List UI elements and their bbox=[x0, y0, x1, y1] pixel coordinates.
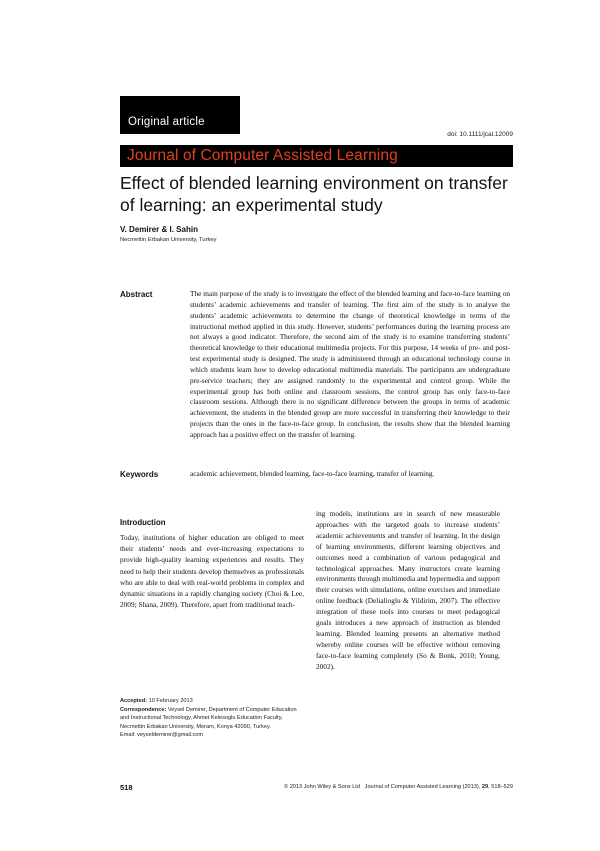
footer-citation bbox=[284, 784, 513, 790]
article-metadata bbox=[120, 697, 304, 740]
accepted-line bbox=[120, 697, 304, 706]
journal-banner bbox=[120, 145, 513, 167]
article-type-label: Original article bbox=[128, 116, 205, 128]
abstract-label: Abstract bbox=[120, 290, 153, 299]
accepted-date: 10 February 2013 bbox=[148, 698, 193, 704]
footer-volume: 29 bbox=[481, 784, 489, 790]
article-title: Effect of blended learning environment on transfer of learning: an experimental study bbox=[120, 173, 508, 215]
correspondence-label: Correspondence: bbox=[120, 706, 167, 713]
keywords-text: academic achievement, blended learning, face-to-face learning, transfer of learning. bbox=[190, 469, 435, 478]
doi-text: doi: 10.1111/jcal.12009 bbox=[447, 131, 513, 138]
introduction-right-column: ing models, institutions are in search of new measurable approaches with the targeted goals to increase students’ academic achievements and transfer of learning. In the design of learning environments, different learning objectives and outcomes need a combination of various pedagogical and technological approaches. Many instructors create learning environments through multimedia and hypermedia and support their courses with simulations, online exercises and immediate online feedback (Delialioglu & Yildirim, 2007). The effective integration of these tools into courses to meet pedagogical goals introduces a new approach of instruction as blended learning. Blended learning presents an alternative method whereby online courses will be effective without removing face-to-face learning completely (So & Bonk, 2010; Young, 2002). bbox=[316, 509, 501, 671]
accepted-label: Accepted: bbox=[120, 698, 148, 704]
keywords-label: Keywords bbox=[120, 470, 159, 479]
footer-copyright: © 2013 John Wiley & Sons Ltd bbox=[284, 784, 360, 790]
footer-pages: , 518–529 bbox=[488, 784, 513, 790]
introduction-left-column: Today, institutions of higher education are obliged to meet their students’ needs and ever-increasing expectations to provide high-quality learning experiences and results. They need to help their students develop themselves as professionals who are able to deal with real-world problems in complex and dynamic situations in a rapidly changing society (Choi & Lee, 2009; Shana, 2009). Therefore, apart from traditional teach- bbox=[120, 533, 305, 610]
correspondence-value: Veysel Demirer, Department of Computer Education and Instructional Technology, Ahmet Kelesoglu Education Faculty, Necmettin Erbakan University, Meram, Konya 42090, Turkey. bbox=[120, 706, 297, 730]
email-line: Email: veyseldemirer@gmail.com bbox=[120, 732, 204, 739]
affiliation: Necmettin Erbakan University, Turkey bbox=[120, 237, 217, 243]
page-number: 518 bbox=[120, 783, 133, 792]
abstract-text: The main purpose of the study is to investigate the effect of the blended learning and face-to-face learning on students’ academic achievements and transfer of learning. The first aim of the study is to analyse the students’ academic achievements to determine the change of theoretical knowledge in terms of the instructional method applied in this study. However, students’ performances during the learning process are not always a good indicator. Therefore, the second aim of the study is to examine transferring students’ theoretical knowledge to their educational multimedia projects. For this purpose, 14 weeks of pre- and post-test experimental study is designed. The study is administered through an educational technology course in which students learn how to develop educational multimedia materials. The participants are undergraduate pre-service teachers; they are assigned randomly to the experimental and control group. While the experimental group has both online and classroom sessions, the control group has only face-to-face classroom sessions. Although there is no significant difference between the groups in terms of academic achievement, the students in the blended group are more successful in transferring their knowledge to their projects than the ones in the face-to-face group. In conclusion, the results show that the blended learning approach has a positive effect on the transfer of learning. bbox=[190, 289, 510, 439]
correspondence-line bbox=[120, 706, 304, 732]
introduction-heading: Introduction bbox=[120, 518, 166, 527]
footer-journal-ref: Journal of Computer Assisted Learning (2013), bbox=[364, 784, 481, 790]
article-type-banner bbox=[120, 96, 240, 134]
journal-name: Journal of Computer Assisted Learning bbox=[127, 147, 398, 164]
authors: V. Demirer & I. Sahin bbox=[120, 225, 198, 234]
